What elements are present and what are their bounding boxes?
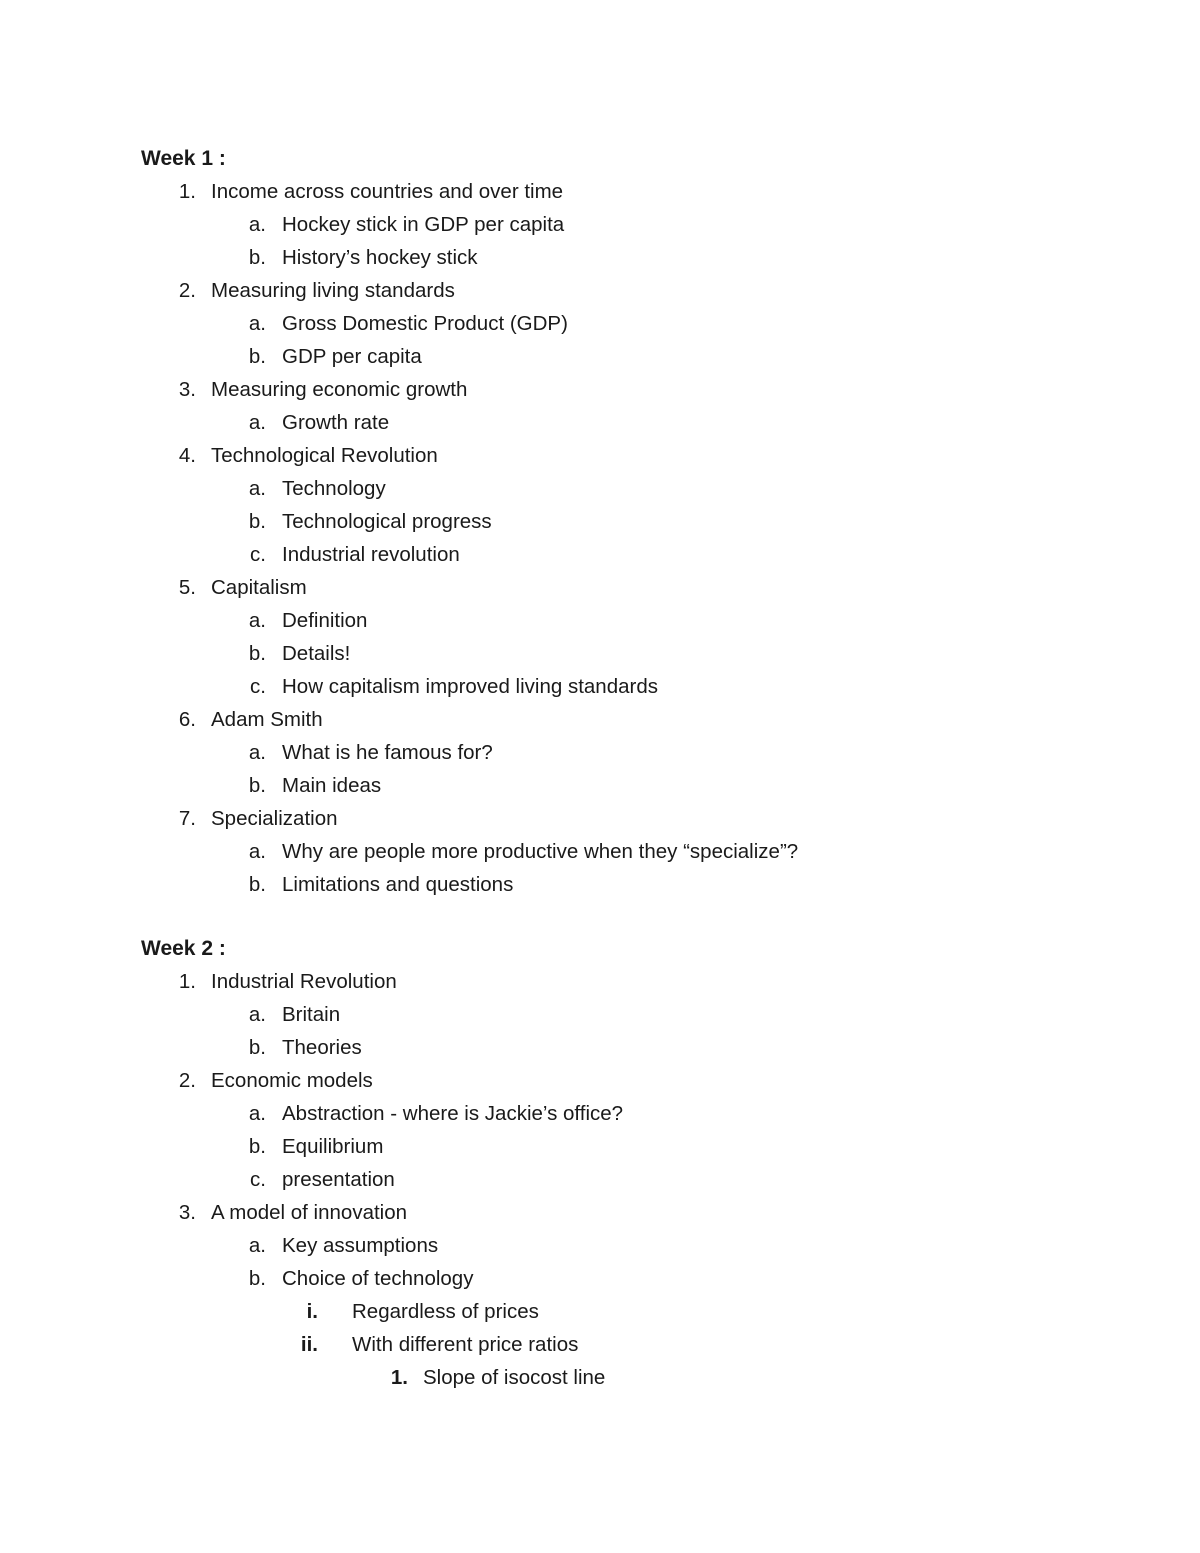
- sub-list-letter: a.: [248, 411, 266, 434]
- sub-list-item: Industrial revolution: [282, 543, 460, 566]
- list-number: 2.: [178, 279, 196, 302]
- sub-list-letter: a.: [248, 477, 266, 500]
- sub-list-letter: a.: [248, 1234, 266, 1257]
- sub-list-item: Definition: [282, 609, 368, 632]
- sub-list-letter: b.: [248, 1267, 266, 1290]
- sub-list-letter: b.: [248, 642, 266, 665]
- list-item: Technological Revolution: [211, 444, 438, 467]
- sub-list-letter: b.: [248, 345, 266, 368]
- section-heading: Week 1 :: [141, 147, 226, 170]
- sub-list-item: How capitalism improved living standards: [282, 675, 658, 698]
- sub-list-item: Key assumptions: [282, 1234, 439, 1257]
- list-item: A model of innovation: [211, 1201, 408, 1224]
- sub-list-item: presentation: [282, 1168, 395, 1191]
- list-number: 2.: [178, 1069, 196, 1092]
- sub-list-item: Hockey stick in GDP per capita: [282, 213, 565, 236]
- sub-list-item: Abstraction - where is Jackie’s office?: [282, 1102, 624, 1125]
- list-item: Measuring living standards: [211, 279, 455, 302]
- list-number: 4.: [178, 444, 196, 467]
- sub-list-letter: b.: [248, 1036, 266, 1059]
- sub-list-letter: a.: [248, 213, 266, 236]
- sub-list-item: Why are people more productive when they “specialize”?: [282, 840, 799, 863]
- roman-numeral-marker: ii.: [300, 1333, 318, 1356]
- list-number: 5.: [178, 576, 196, 599]
- list-number: 7.: [178, 807, 196, 830]
- list-number: 1.: [178, 970, 196, 993]
- sub-list-letter: b.: [248, 774, 266, 797]
- sub-list-letter: a.: [248, 1102, 266, 1125]
- roman-numeral-marker: i.: [306, 1300, 318, 1323]
- sub-list-item: Gross Domestic Product (GDP): [282, 312, 568, 335]
- sub-list-letter: a.: [248, 840, 266, 863]
- list-item: Income across countries and over time: [211, 180, 564, 203]
- sub-list-letter: b.: [248, 1135, 266, 1158]
- sub-list-letter: a.: [248, 741, 266, 764]
- list-item: Measuring economic growth: [211, 378, 468, 401]
- sub-list-item: GDP per capita: [282, 345, 422, 368]
- sub-list-item: Britain: [282, 1003, 341, 1026]
- sub-list-item: What is he famous for?: [282, 741, 493, 764]
- list-number: 1.: [178, 180, 196, 203]
- section-heading: Week 2 :: [141, 937, 226, 960]
- sub-list-letter: b.: [248, 510, 266, 533]
- sub-list-item: History’s hockey stick: [282, 246, 478, 269]
- sub-list-letter: a.: [248, 1003, 266, 1026]
- sub-list-letter: b.: [248, 873, 266, 896]
- nested-number-marker: 1.: [390, 1366, 408, 1389]
- sub-list-item: Growth rate: [282, 411, 390, 434]
- list-item: Industrial Revolution: [211, 970, 397, 993]
- list-number: 6.: [178, 708, 196, 731]
- sub-sub-list-item: Regardless of prices: [352, 1300, 539, 1323]
- sub-list-item: Choice of technology: [282, 1267, 474, 1290]
- sub-list-item: Main ideas: [282, 774, 382, 797]
- list-item: Capitalism: [211, 576, 307, 599]
- sub-list-letter: a.: [248, 312, 266, 335]
- sub-list-item: Technology: [282, 477, 386, 500]
- sub-list-letter: c.: [250, 543, 266, 566]
- list-item: Economic models: [211, 1069, 373, 1092]
- nested-list-item: Slope of isocost line: [423, 1366, 606, 1389]
- sub-list-item: Equilibrium: [282, 1135, 384, 1158]
- list-item: Adam Smith: [211, 708, 323, 731]
- list-number: 3.: [178, 1201, 196, 1224]
- sub-list-item: Limitations and questions: [282, 873, 514, 896]
- sub-sub-list-item: With different price ratios: [352, 1333, 579, 1356]
- list-item: Specialization: [211, 807, 338, 830]
- sub-list-letter: a.: [248, 609, 266, 632]
- sub-list-letter: c.: [250, 675, 266, 698]
- list-number: 3.: [178, 378, 196, 401]
- sub-list-item: Theories: [282, 1036, 362, 1059]
- sub-list-letter: c.: [250, 1168, 266, 1191]
- sub-list-letter: b.: [248, 246, 266, 269]
- sub-list-item: Technological progress: [282, 510, 492, 533]
- sub-list-item: Details!: [282, 642, 351, 665]
